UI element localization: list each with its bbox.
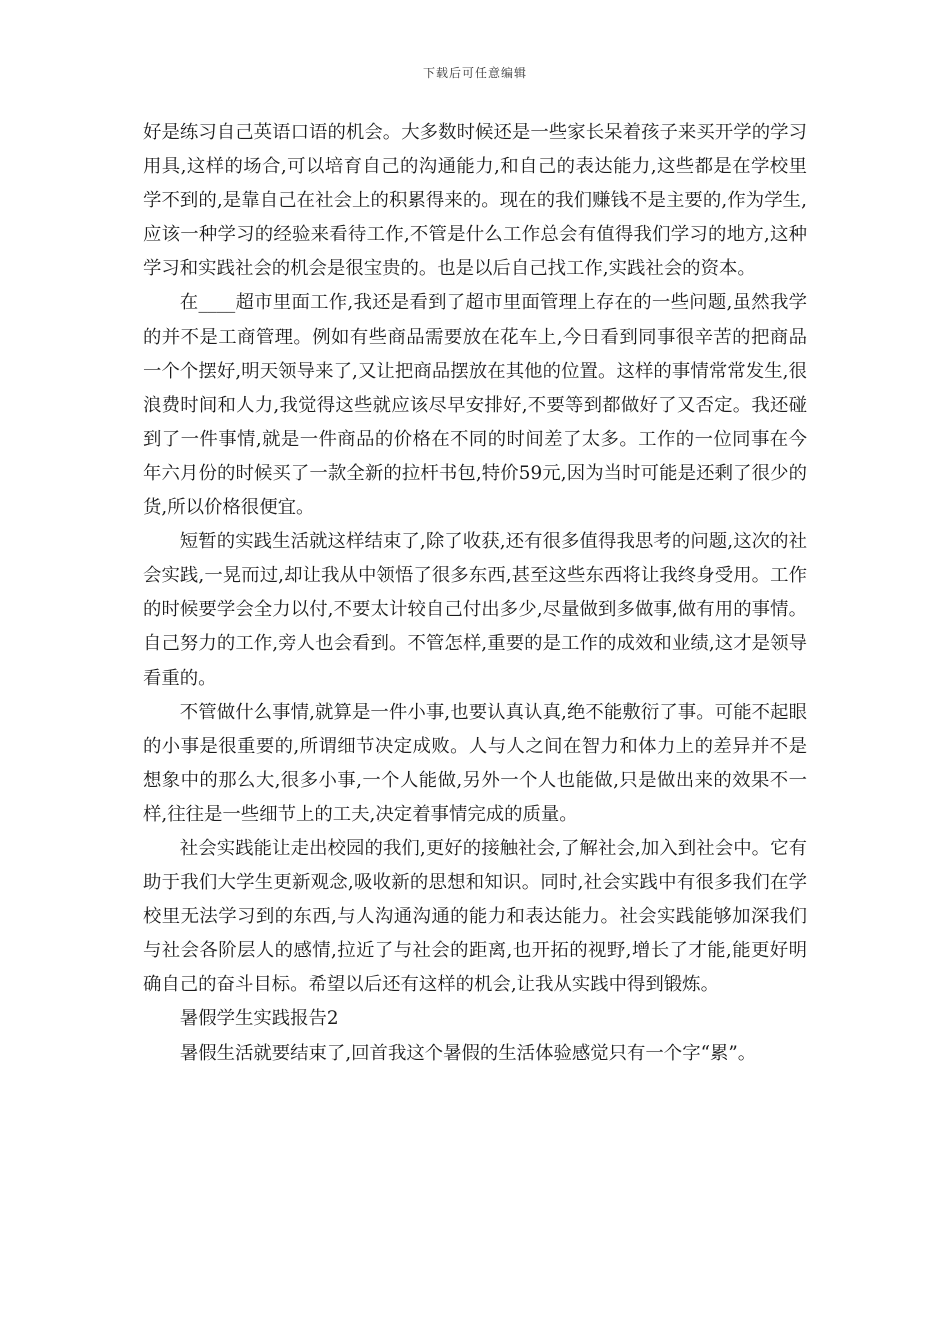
paragraph-4: 不管做什么事情,就算是一件小事,也要认真认真,绝不能敷衍了事。可能不起眼的小事是很重要的,所谓细节决定成败。人与人之间在智力和体力上的差异并不是想象中的那么大,很多小事,一个人能做,另外一个人也能做,只是做出来的效果不一样,往往是一些细节上的工夫,决定着事情完成的质量。 [143, 701, 807, 825]
page-header: 下载后可任意编辑 [422, 66, 527, 80]
document-body [143, 116, 807, 1071]
paragraph-2: 在____超市里面工作,我还是看到了超市里面管理上存在的一些问题,虽然我学的并不是工商管理。例如有些商品需要放在花车上,今日看到同事很辛苦的把商品一个个摆好,明天领导来了,又让把商品摆放在其他的位置。这样的事情常常发生,很浪费时间和人力,我觉得这些就应该尽早安排好,不要等到都做好了又否定。我还碰到了一件事情,就是一件商品的价格在不同的时间差了太多。工作的一位同事在今年六月份的时候买了一款全新的拉杆书包,特价59元,因为当时可能是还剩了很少的货,所以价格很便宜。 [143, 292, 807, 519]
paragraph-6: 暑假生活就要结束了,回首我这个暑假的生活体验感觉只有一个字“累”。 [179, 1042, 757, 1064]
paragraph-3: 短暂的实践生活就这样结束了,除了收获,还有很多值得我思考的问题,这次的社会实践,一晃而过,却让我从中领悟了很多东西,甚至这些东西将让我终身受用。工作的时候要学会全力以付,不要太计较自己付出多少,尽量做到多做事,做有用的事情。自己努力的工作,旁人也会看到。不管怎样,重要的是工作的成效和业绩,这才是领导看重的。 [143, 531, 807, 689]
section-heading: 暑假学生实践报告2 [179, 1008, 339, 1030]
paragraph-1: 好是练习自己英语口语的机会。大多数时候还是一些家长呆着孩子来买开学的学习用具,这样的场合,可以培育自己的沟通能力,和自己的表达能力,这些都是在学校里学不到的,是靠自己在社会上的积累得来的。现在的我们赚钱不是主要的,作为学生,应该一种学习的经验来看待工作,不管是什么工作总会有值得我们学习的地方,这种学习和实践社会的机会是很宝贵的。也是以后自己找工作,实践社会的资本。 [143, 122, 807, 280]
paragraph-5: 社会实践能让走出校园的我们,更好的接触社会,了解社会,加入到社会中。它有助于我们大学生更新观念,吸收新的思想和知识。同时,社会实践中有很多我们在学校里无法学习到的东西,与人沟通沟通的能力和表达能力。社会实践能够加深我们与社会各阶层人的感情,拉近了与社会的距离,也开拓的视野,增长了才能,能更好明确自己的奋斗目标。希望以后还有这样的机会,让我从实践中得到锻炼。 [143, 837, 807, 996]
